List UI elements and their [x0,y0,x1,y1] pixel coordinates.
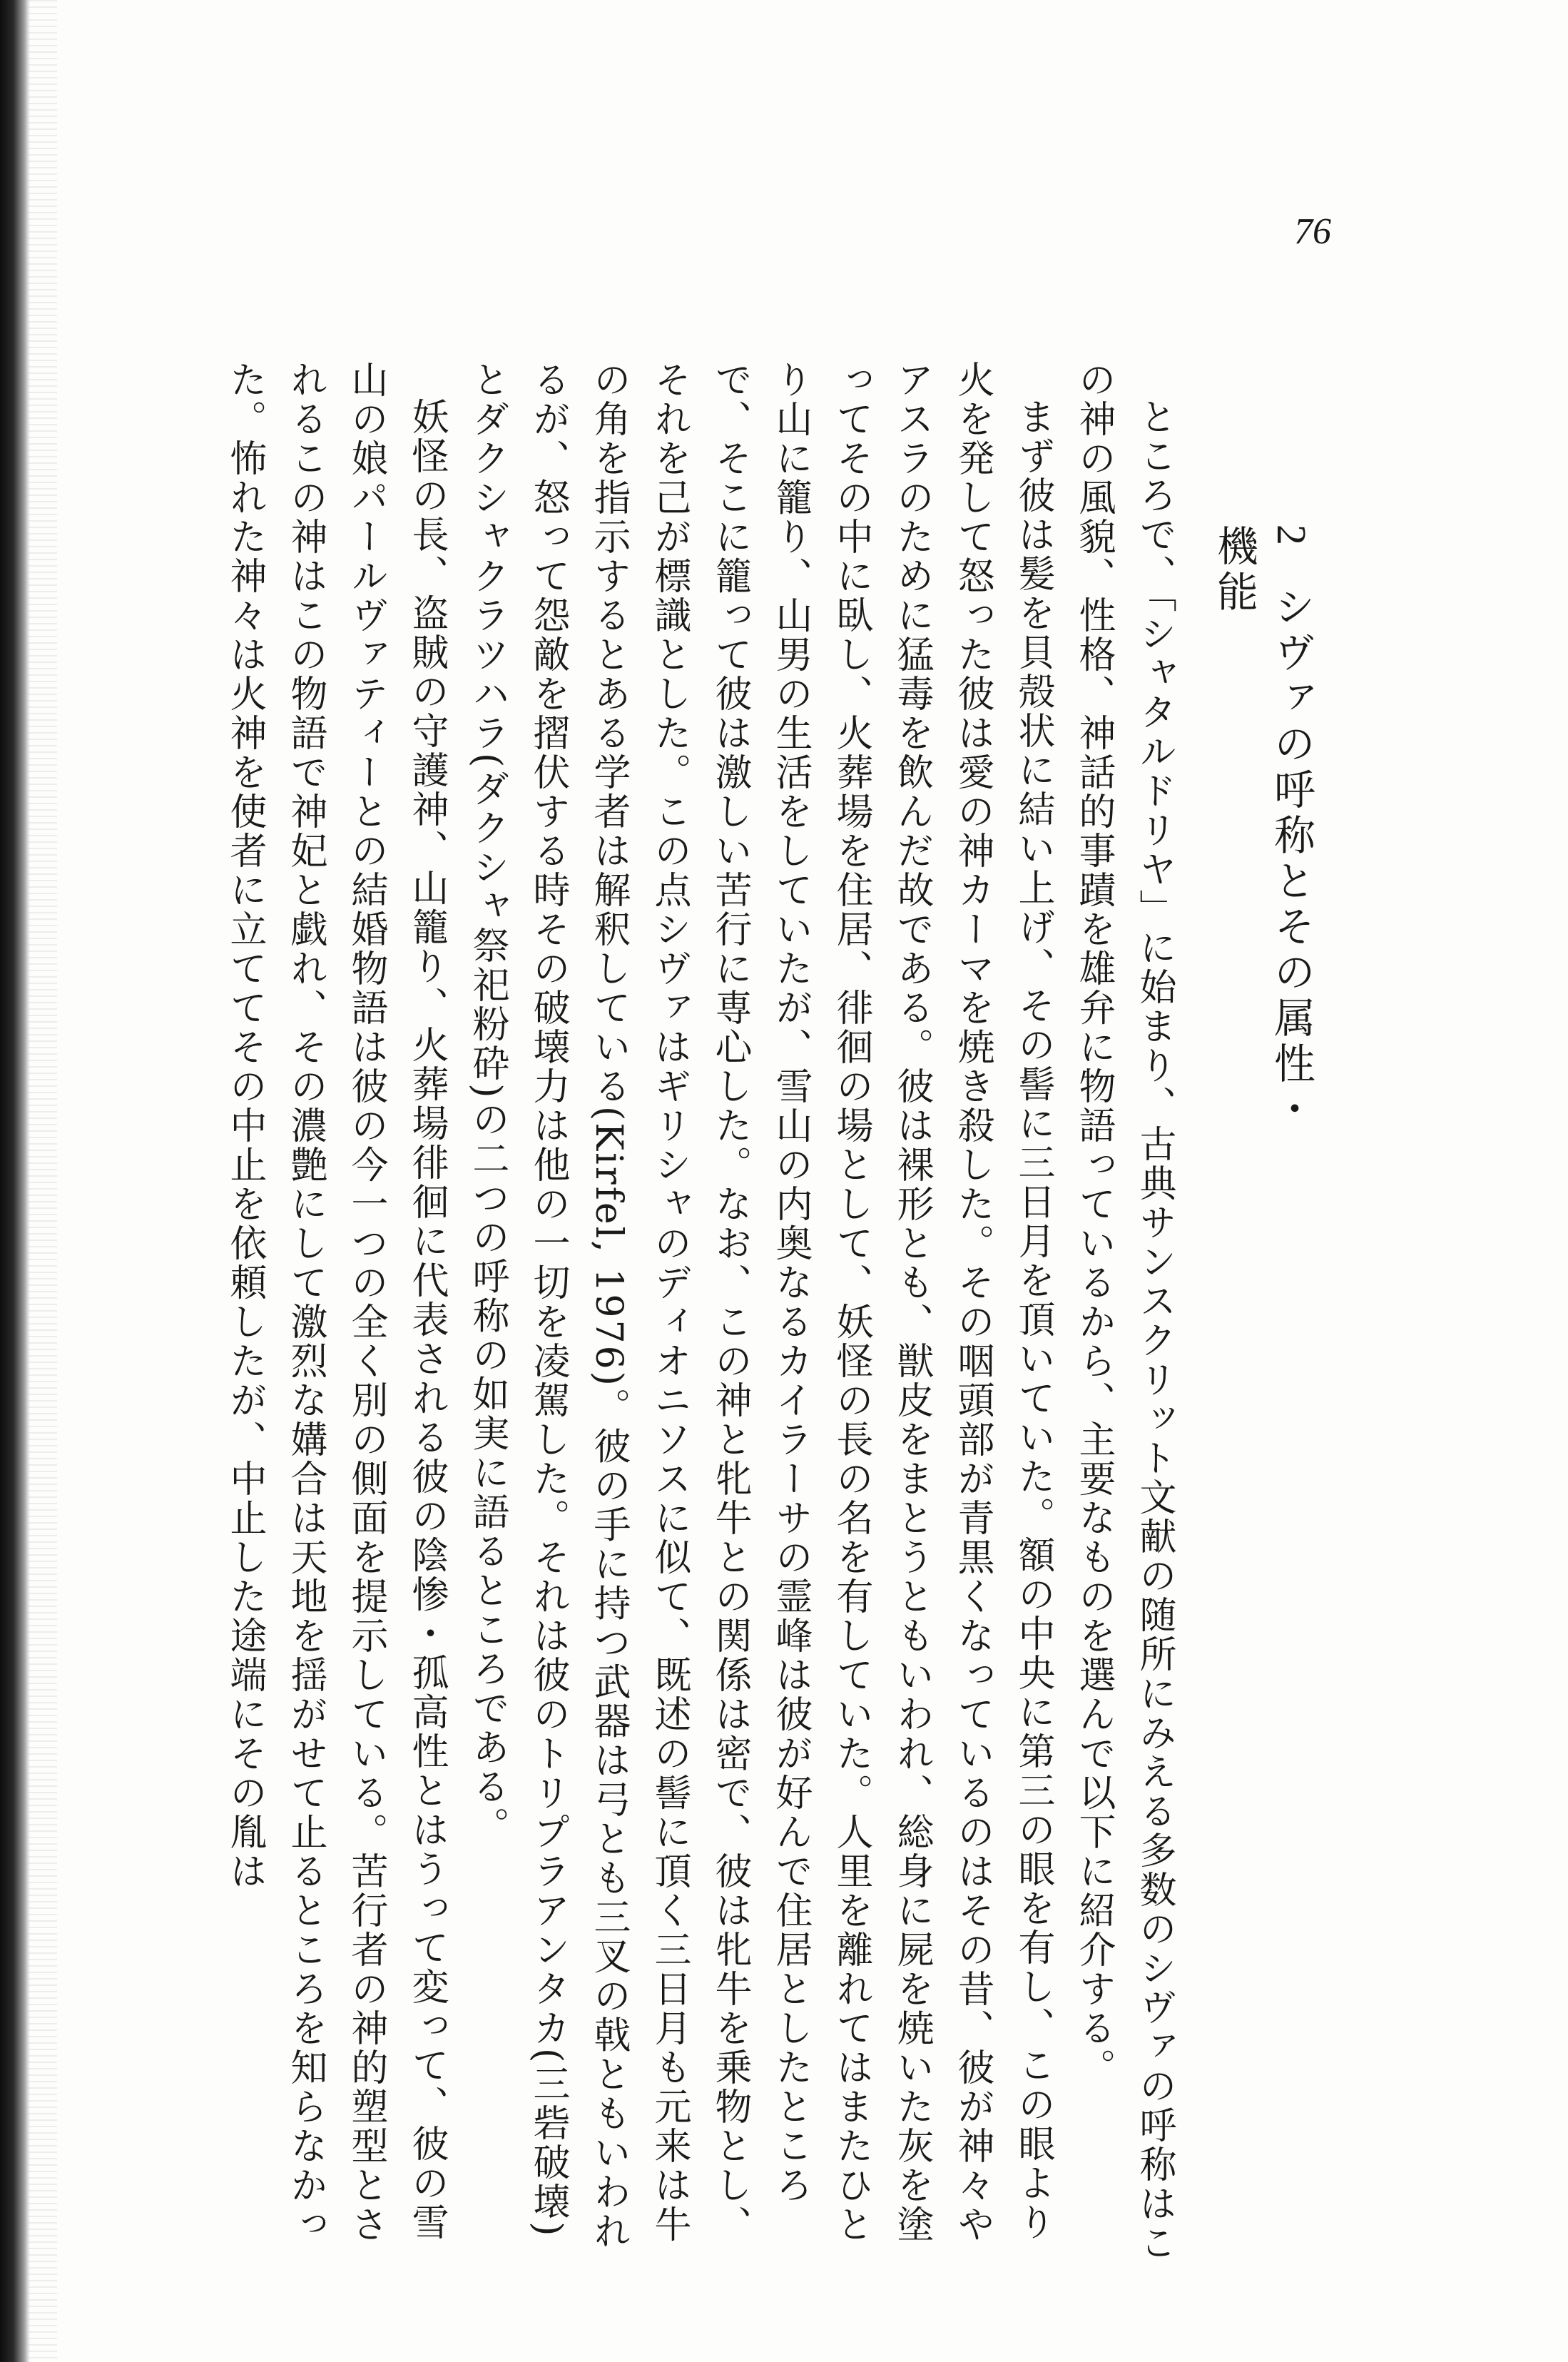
body-text [93,360,1184,2266]
book-spine-shadow [0,0,30,2362]
paragraph: ところで、「シャタルドリヤ」に始まり、古典サンスクリット文献の随所にみえる多数のシヴァの呼称はこの神の風貌、性格、神話的事蹟を雄弁に物語っているから、主要なものを選んで以下に紹介する。 [1072,360,1176,2263]
paragraph: 妖怪の長、盗賊の守護神、山籠り、火葬場徘徊に代表される彼の陰惨・孤高性とはうって変って、彼の雪山の娘パールヴァティーとの結婚物語は彼の今一つの全く別の側面を提示している。苦行者の神的塑型とされるこの神はこの物語で神妃と戯れ、その濃艶にして激烈な媾合は天地を揺がせて止るところを知らなかった。怖れた神々は火神を使者に立ててその中止を依頼したが、中止した途端にその胤は [223,360,448,2244]
section-number: 2 [1268,524,1315,549]
page-number: 76 [1294,211,1331,252]
section-title: シヴァの呼称とその属性・機能 [1210,524,1315,1133]
paragraph: まず彼は髪を貝殻状に結い上げ、その髻に三日月を頂いていた。額の中央に第三の眼を有し、この眼より火を発して怒った彼は愛の神カーマを焼き殺した。その咽頭部が青黒くなっているのはその昔、彼が神々やアスラのために猛毒を飲んだ故である。彼は裸形とも、獣皮をまとうともいわれ、総身に屍を焼いた灰を塗ってその中に臥し、火葬場を住居、徘徊の場として、妖怪の長の名を有していた。人里を離れてはまたひとり山に籠り、山男の生活をしていたが、雪山の内奥なるカイラーサの霊峰は彼が好んで住居としたところで、そこに籠って彼は激しい苦行に専心した。なお、この神と牝牛との関係は密で、彼は牝牛を乗物とし、それを己が標識とした。この点シヴァはギリシャのディオニソスに似て、既述の髻に頂く三日月も元来は牛の角を指示するとある学者は解釈している(Kirfel, 1976)。彼の手に持つ武器は弓とも三叉の戟ともいわれるが、怒って怨敵を摺伏する時その破壊力は他の一切を凌駕した。それは彼のトリプラアンタカ(三砦破壊)とダクシャクラツハラ(ダクシャ祭祀粉砕)の二つの呼称の如実に語るところである。 [466,360,1054,2251]
scan-edge-noise [29,0,57,2362]
section-heading [1210,524,1320,1167]
